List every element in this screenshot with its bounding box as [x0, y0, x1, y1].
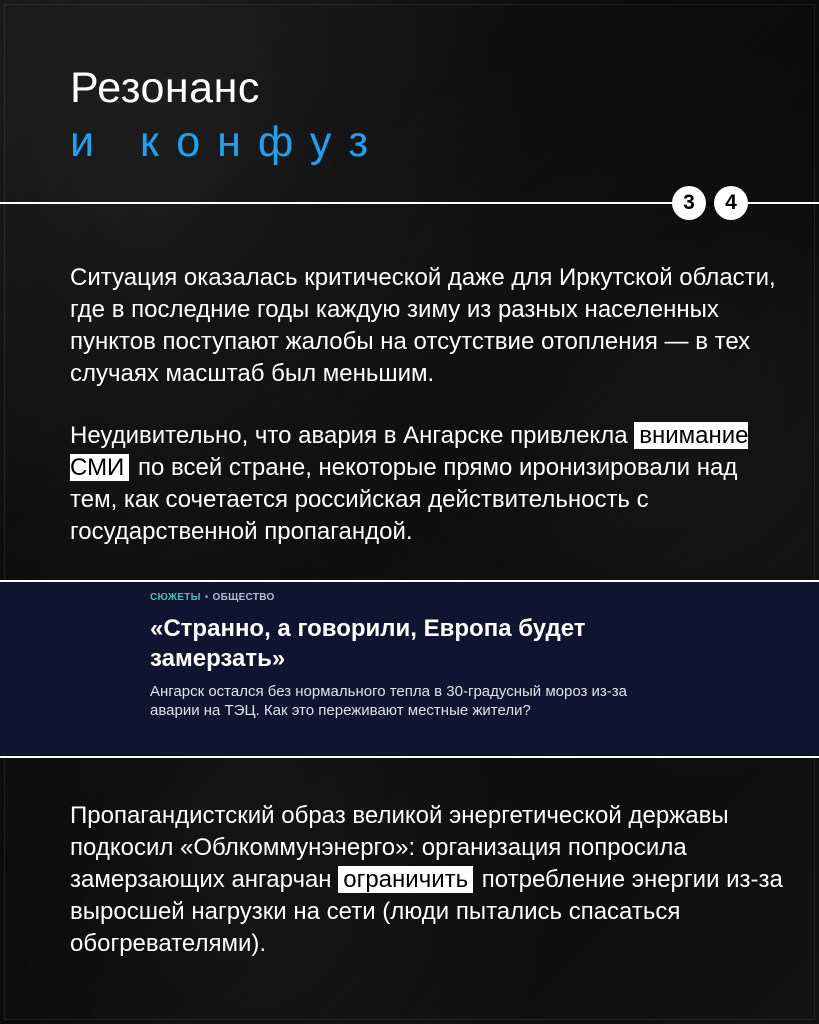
pager-current: 3	[672, 186, 706, 220]
page-indicator	[672, 186, 752, 220]
article-tags	[150, 592, 275, 603]
paragraph-2-after: по всей стране, некоторые прямо иронизировали над тем, как сочетается российская действительность с государственной пропагандой.	[70, 454, 738, 545]
paragraph-1: Ситуация оказалась критической даже для Иркутской области, где в последние годы каждую зиму из разных населенных пунктов поступают жалобы на отсутствие отопления — в тех случаях масштаб был меньшим.	[70, 264, 776, 387]
paragraph-2	[70, 420, 790, 548]
title-line-2: и конфуз	[70, 118, 386, 166]
paragraph-2-before: Неудивительно, что авария в Ангарске привлекла	[70, 422, 628, 449]
article-title[interactable]: «Странно, а говорили, Европа будет замерзать»	[150, 615, 586, 672]
paragraph-3	[70, 800, 790, 960]
divider-article-bottom	[0, 756, 819, 758]
paragraph-3-after: потребление энергии из-за выросшей нагрузки на сети (люди пытались спасаться обогревателями).	[70, 866, 783, 957]
paragraph-3-before: Пропагандистский образ великой энергетической державы подкосил «Облкоммунэнерго»: организация попросила замерзающих ангарчан	[70, 802, 729, 893]
tag-stories[interactable]: СЮЖЕТЫ	[150, 592, 201, 603]
article-lead: Ангарск остался без нормального тепла в 30-градусный мороз из-за аварии на ТЭЦ. Как это переживают местные жители?	[150, 683, 628, 719]
pager-total: 4	[714, 186, 748, 220]
tag-society[interactable]: ОБЩЕСТВО	[212, 592, 275, 603]
title-line-1: Резонанс	[70, 64, 260, 112]
highlight-limit: ограничить	[338, 866, 473, 893]
article-screenshot-card	[0, 582, 819, 755]
tag-separator: •	[204, 592, 209, 603]
highlight-media-attention: внимание СМИ	[70, 422, 749, 481]
